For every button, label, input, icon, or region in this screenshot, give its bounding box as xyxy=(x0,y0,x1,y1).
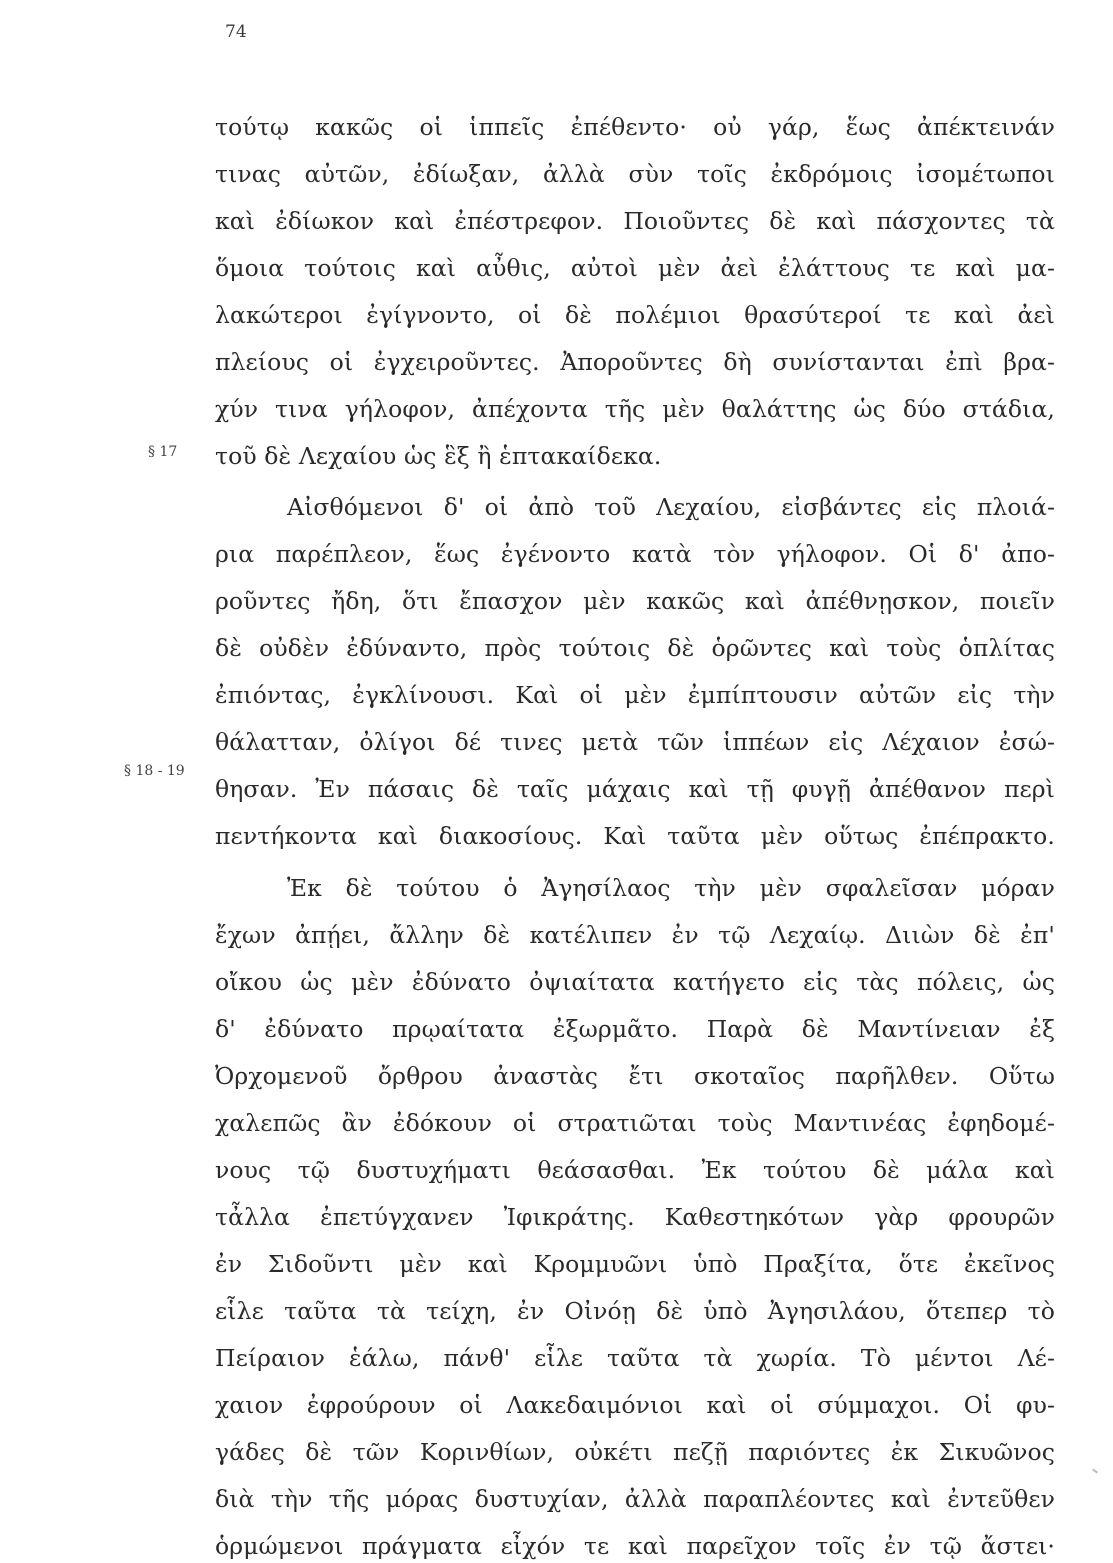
text-line: θησαν. Ἐν πάσαις δὲ ταῖς μάχαις καὶ τῇ φυγῇ ἀπέθανον περὶ xyxy=(215,775,1055,803)
text-line: Ἐκ δὲ τούτου ὁ Ἀγησίλαος τὴν μὲν σφαλεῖσαν μόραν xyxy=(287,874,1055,902)
text-line: νους τῷ δυστυχήματι θεάσασθαι. Ἐκ τούτου δὲ μάλα καὶ xyxy=(215,1156,1055,1184)
text-line: εἷλε ταῦτα τὰ τείχη, ἐν Οἰνόῃ δὲ ὑπὸ Ἀγησιλάου, ὅτεπερ τὸ xyxy=(215,1297,1055,1325)
section-marker-18-19: § 18 - 19 xyxy=(124,763,185,779)
text-line: ἔχων ἀπῄει, ἄλλην δὲ κατέλιπεν ἐν τῷ Λεχαίῳ. Διιὼν δὲ ἐπ' xyxy=(215,921,1055,949)
text-line: ροῦντες ἤδη, ὅτι ἔπασχον μὲν κακῶς καὶ ἀπέθνῃσκον, ποιεῖν xyxy=(215,587,1055,615)
text-line: χαλεπῶς ἂν ἐδόκουν οἱ στρατιῶται τοὺς Μαντινέας ἐφηδομέ- xyxy=(215,1109,1055,1137)
text-line: πεντήκοντα καὶ διακοσίους. Καὶ ταῦτα μὲν οὕτως ἐπέπρακτο. xyxy=(215,822,1055,850)
text-line: Πείραιον ἑάλω, πάνθ' εἷλε ταῦτα τὰ χωρία. Τὸ μέντοι Λέ- xyxy=(215,1344,1055,1372)
text-line: χύν τινα γήλοφον, ἀπέχοντα τῆς μὲν θαλάττης ὡς δύο στάδια, xyxy=(215,395,1055,423)
text-line: ρια παρέπλεον, ἕως ἐγένοντο κατὰ τὸν γήλοφον. Οἱ δ' ἀπο- xyxy=(215,540,1055,568)
text-line: διὰ τὴν τῆς μόρας δυστυχίαν, ἀλλὰ παραπλέοντες καὶ ἐντεῦθεν xyxy=(215,1485,1055,1513)
text-line: γάδες δὲ τῶν Κορινθίων, οὐκέτι πεζῇ παριόντες ἐκ Σικυῶνος xyxy=(215,1438,1055,1466)
text-line: τούτῳ κακῶς οἱ ἱππεῖς ἐπέθεντο· οὐ γάρ, ἕως ἀπέκτεινάν xyxy=(215,113,1055,141)
section-marker-17: § 17 xyxy=(148,444,178,460)
text-line: ὁρμώμενοι πράγματα εἶχόν τε καὶ παρεῖχον τοῖς ἐν τῷ ἄστει· xyxy=(215,1532,1055,1560)
text-line: Αἰσθόμενοι δ' οἱ ἀπὸ τοῦ Λεχαίου, εἰσβάντες εἰς πλοιά- xyxy=(287,493,1055,521)
text-line: θάλατταν, ὀλίγοι δέ τινες μετὰ τῶν ἱππέων εἰς Λέχαιον ἐσώ- xyxy=(215,728,1055,756)
scan-speck xyxy=(1092,1468,1098,1473)
page-number: 74 xyxy=(225,22,247,42)
text-line: χαιον ἐφρούρουν οἱ Λακεδαιμόνιοι καὶ οἱ σύμμαχοι. Οἱ φυ- xyxy=(215,1391,1055,1419)
text-line: καὶ ἐδίωκον καὶ ἐπέστρεφον. Ποιοῦντες δὲ καὶ πάσχοντες τὰ xyxy=(215,207,1055,235)
text-line: Ὀρχομενοῦ ὄρθρου ἀναστὰς ἔτι σκοταῖος παρῆλθεν. Οὕτω xyxy=(215,1062,1055,1090)
text-line: τἆλλα ἐπετύγχανεν Ἰφικράτης. Καθεστηκότων γὰρ φρουρῶν xyxy=(215,1203,1055,1231)
text-line: δ' ἐδύνατο πρῳαίτατα ἐξωρμᾶτο. Παρὰ δὲ Μαντίνειαν ἐξ xyxy=(215,1015,1055,1043)
text-line: ἐπιόντας, ἐγκλίνουσι. Καὶ οἱ μὲν ἐμπίπτουσιν αὐτῶν εἰς τὴν xyxy=(215,681,1055,709)
text-line: δὲ οὐδὲν ἐδύναντο, πρὸς τούτοις δὲ ὁρῶντες καὶ τοὺς ὁπλίτας xyxy=(215,634,1055,662)
text-line: ὅμοια τούτοις καὶ αὖθις, αὐτοὶ μὲν ἀεὶ ἐλάττους τε καὶ μα- xyxy=(215,254,1055,282)
text-line: τοῦ δὲ Λεχαίου ὡς ἓξ ἢ ἑπτακαίδεκα. xyxy=(215,442,662,470)
text-line: ἐν Σιδοῦντι μὲν καὶ Κρομμυῶνι ὑπὸ Πραξίτα, ὅτε ἐκεῖνος xyxy=(215,1250,1055,1278)
text-line: πλείους οἱ ἐγχειροῦντες. Ἀποροῦντες δὴ συνίστανται ἐπὶ βρα- xyxy=(215,348,1055,376)
text-line: λακώτεροι ἐγίγνοντο, οἱ δὲ πολέμιοι θρασύτεροί τε καὶ ἀεὶ xyxy=(215,301,1055,329)
text-line: οἴκου ὡς μὲν ἐδύνατο ὀψιαίτατα κατήγετο εἰς τὰς πόλεις, ὡς xyxy=(215,968,1055,996)
text-line: τινας αὐτῶν, ἐδίωξαν, ἀλλὰ σὺν τοῖς ἐκδρόμοις ἰσομέτωποι xyxy=(215,160,1055,188)
